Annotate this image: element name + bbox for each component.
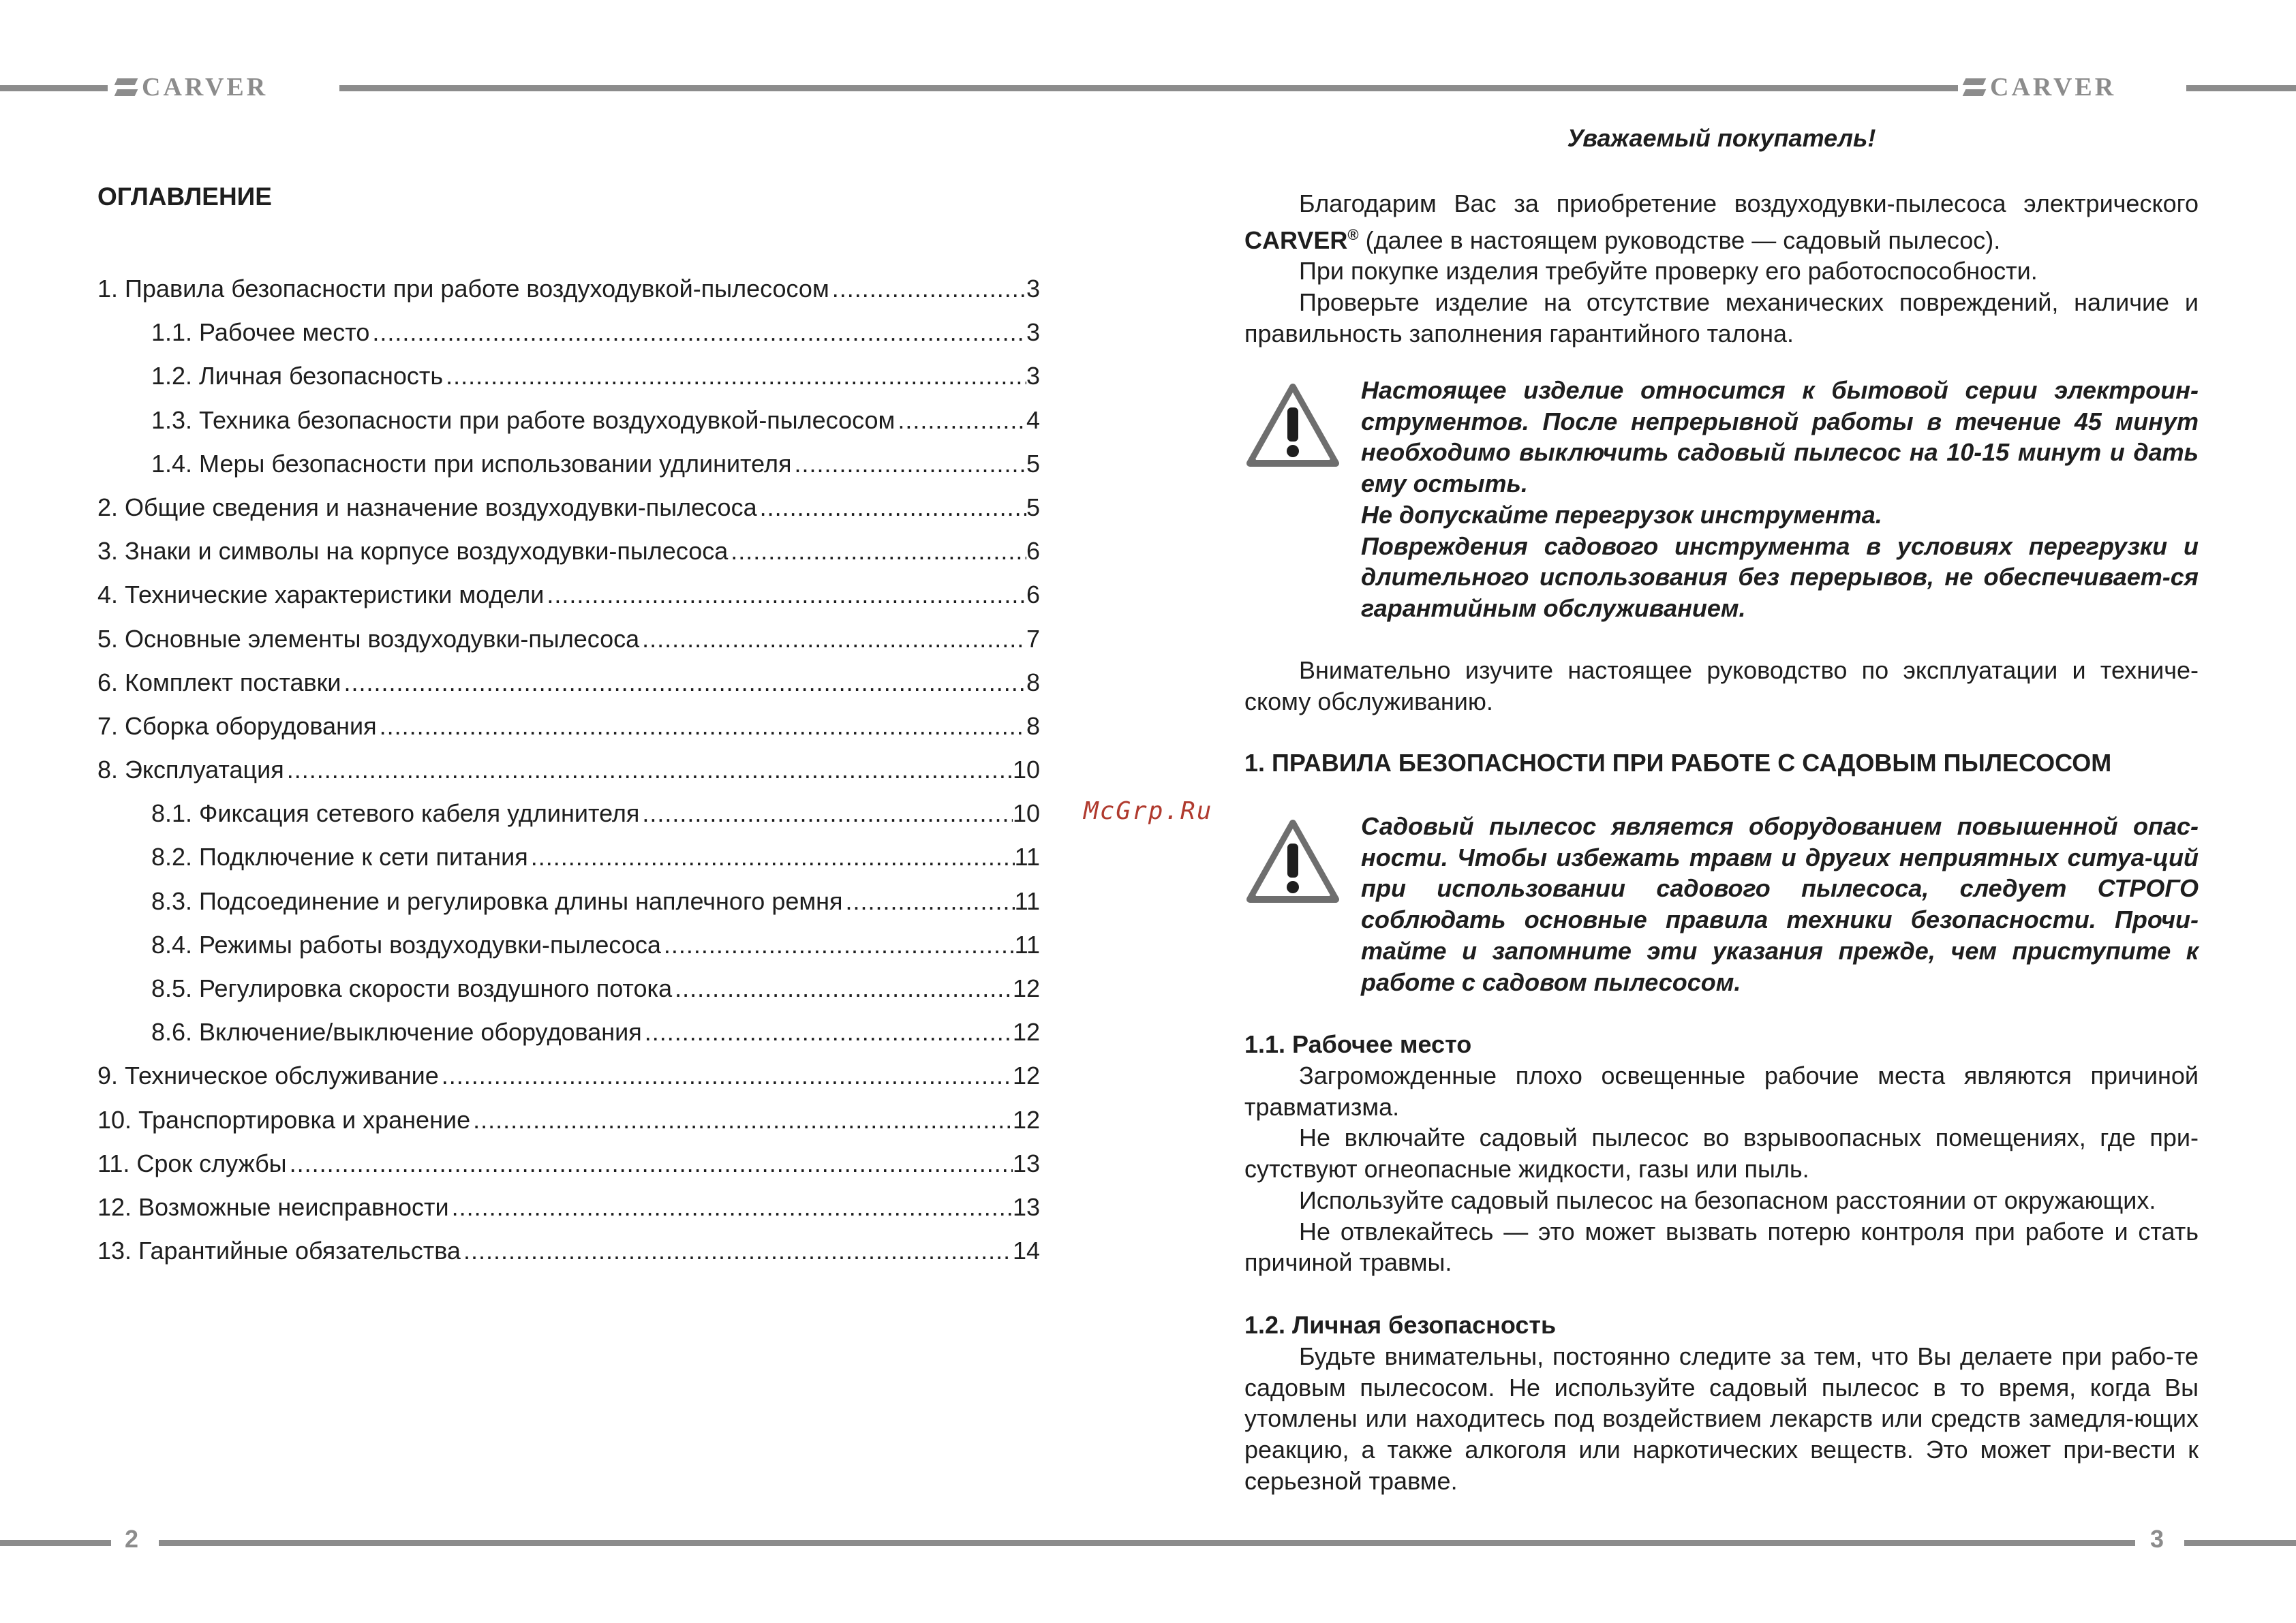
- footer-rule-middle: [159, 1540, 2135, 1546]
- logo-text-left: CARVER: [142, 73, 269, 102]
- toc-leader-dots: [380, 705, 1026, 748]
- carver-logo-icon: [116, 77, 136, 97]
- toc-entry-page: 11: [1014, 930, 1040, 959]
- toc-entry: [97, 573, 1040, 617]
- toc-entry-label: 13. Гарантийные обязательства: [97, 1237, 461, 1265]
- toc-leader-dots: [794, 442, 1026, 486]
- toc-entry-page: 13: [1012, 1192, 1040, 1221]
- toc-entry: [97, 705, 1040, 748]
- toc-entry-label: 1.3. Техника безопасности при работе воздуходувкой-пылесосом: [151, 405, 896, 434]
- toc-leader-dots: [372, 311, 1026, 354]
- toc-entry-page: 5: [1026, 449, 1040, 478]
- toc-leader-dots: [344, 661, 1026, 705]
- toc-entry-label: 7. Сборка оборудования: [97, 711, 377, 740]
- toc-leader-dots: [898, 399, 1026, 442]
- greeting: Уважаемый покупатель!: [1567, 124, 1876, 152]
- s11-paragraph-1: Загроможденные плохо освещенные рабочие места являются причиной травматизма.: [1244, 1062, 2199, 1121]
- toc-entry-label: 8.4. Режимы работы воздуходувки-пылесоса: [151, 930, 661, 959]
- toc-entry-label: 1.1. Рабочее место: [151, 318, 370, 347]
- toc-entry: [97, 267, 1040, 311]
- toc-entry-label: 8.1. Фиксация сетевого кабеля удлинителя: [151, 799, 640, 828]
- toc-leader-dots: [846, 880, 1015, 923]
- toc-entry-page: 6: [1026, 537, 1040, 566]
- toc-entry-page: 8: [1026, 711, 1040, 740]
- toc-entry: [97, 792, 1040, 835]
- warning-1-paragraph-2: Не допускайте перегрузок инструмента.: [1361, 500, 1882, 529]
- toc-entry: [97, 1186, 1040, 1229]
- toc-entry-page: 10: [1012, 756, 1040, 784]
- toc-leader-dots: [442, 1054, 1013, 1098]
- toc-leader-dots: [832, 267, 1026, 311]
- toc-entry: [97, 311, 1040, 354]
- s12-paragraph-1: Будьте внимательны, постоянно следите за тем, что Вы делаете при рабо-те садовым пылесосом. Не используйте садовый пылесос в то время, когда Вы утомлены или находитесь под воздействием лекарств или средств замедля-ющих реакцию, а также алкоголя или наркотических веществ. Это может при-вести к серьезной травме.: [1244, 1342, 2199, 1495]
- toc-entry-label: 8. Эксплуатация: [97, 756, 284, 784]
- carver-logo-icon: [1964, 77, 1985, 97]
- toc-entry-label: 8.6. Включение/выключение оборудования: [151, 1018, 642, 1047]
- toc-leader-dots: [547, 573, 1026, 617]
- toc-entry: [97, 486, 1040, 529]
- toc-entry: [97, 880, 1040, 923]
- intro-paragraph-1: Благодарим Вас за приобретение воздуходувки-пылесоса электрического CARVER® (далее в настоящем руководстве — садовый пылесос).: [1244, 189, 2199, 254]
- toc-leader-dots: [760, 486, 1026, 529]
- s11-paragraph-2: Не включайте садовый пылесос во взрывоопасных помещениях, где при-сутствуют огнеопасные жидкости, газы или пыль.: [1244, 1124, 2199, 1184]
- toc-entry-page: 10: [1012, 799, 1040, 828]
- header-rule-right: [2186, 85, 2296, 91]
- toc-entry-label: 6. Комплект поставки: [97, 668, 341, 696]
- toc-entry-label: 12. Возможные неисправности: [97, 1192, 449, 1221]
- toc-leader-dots: [287, 748, 1013, 792]
- toc-leader-dots: [531, 835, 1015, 879]
- s11-paragraph-3: Используйте садовый пылесос на безопасном расстоянии от окружающих.: [1299, 1186, 2156, 1214]
- study-paragraph: Внимательно изучите настоящее руководство по эксплуатации и техниче-скому обслуживанию.: [1244, 656, 2199, 715]
- toc-entry: [97, 399, 1040, 442]
- warning-1-paragraph-1: Настоящее изделие относится к бытовой серии электроин-струментов. После непрерывной работы в течение 45 минут необходимо выключить садовый пылесос на 10-15 минут и дать ему остыть.: [1361, 376, 2199, 498]
- toc-entry: [97, 617, 1040, 661]
- section-1-2-body: [1244, 1341, 2199, 1497]
- toc-leader-dots: [473, 1098, 1013, 1142]
- toc-entry-label: 11. Срок службы: [97, 1149, 287, 1177]
- toc-leader-dots: [452, 1186, 1013, 1229]
- toc-entry-page: 13: [1012, 1149, 1040, 1177]
- toc-entry-label: 3. Знаки и символы на корпусе воздуходувки-пылесоса: [97, 537, 729, 566]
- toc-entry-label: 8.3. Подсоединение и регулировка длины наплечного ремня: [151, 886, 843, 915]
- carver-logo-left: [116, 74, 268, 101]
- header-rule-left-1: [0, 85, 108, 91]
- toc-entry-label: 4. Технические характеристики модели: [97, 581, 545, 609]
- toc-entry: [97, 835, 1040, 879]
- footer-rule-left: [0, 1540, 111, 1546]
- intro-paragraph-2: При покупке изделия требуйте проверку его работоспособности.: [1299, 257, 2038, 285]
- warning-1-paragraph-3: Повреждения садового инструмента в условиях перегрузки и длительного использования без перерывов, не обеспечивает-ся гарантийным обслуживанием.: [1361, 531, 2199, 622]
- toc-entry-page: 3: [1026, 362, 1040, 390]
- toc-leader-dots: [463, 1229, 1013, 1273]
- toc-entry-page: 11: [1014, 886, 1040, 915]
- toc-entry-label: 2. Общие сведения и назначение воздуходувки-пылесоса: [97, 493, 757, 521]
- intro-block: [1244, 188, 2199, 350]
- logo-text-right: CARVER: [1990, 73, 2117, 102]
- toc-leader-dots: [446, 354, 1026, 398]
- toc-entry: [97, 1010, 1040, 1054]
- toc-entry-page: 14: [1012, 1237, 1040, 1265]
- section-1-2-title: 1.2. Личная безопасность: [1244, 1311, 1557, 1339]
- page-number-left: 2: [125, 1525, 139, 1553]
- page-number-right: 3: [2150, 1525, 2164, 1553]
- toc-leader-dots: [642, 617, 1026, 661]
- toc-entry: [97, 1098, 1040, 1142]
- toc-entry-page: 12: [1012, 1018, 1040, 1047]
- intro-paragraph-3: Проверьте изделие на отсутствие механических повреждений, наличие и правильность заполнения гарантийного талона.: [1244, 288, 2199, 347]
- watermark: McGrp.Ru: [1084, 797, 1213, 825]
- toc-entry: [97, 354, 1040, 398]
- toc-entry-page: 12: [1012, 974, 1040, 1002]
- toc-entry: [97, 1054, 1040, 1098]
- warning-triangle-icon: [1244, 382, 1341, 470]
- toc-entry-page: 6: [1026, 581, 1040, 609]
- toc-leader-dots: [645, 1010, 1013, 1054]
- toc-entry-page: 7: [1026, 624, 1040, 653]
- header-rule-left-2: [339, 85, 1958, 91]
- toc-entry-label: 8.5. Регулировка скорости воздушного потока: [151, 974, 673, 1002]
- warning-block-2: [1361, 811, 2199, 998]
- toc-entry: [97, 661, 1040, 705]
- toc-leader-dots: [675, 967, 1013, 1010]
- toc-entry: [97, 967, 1040, 1010]
- toc-entry-page: 3: [1026, 275, 1040, 303]
- toc-title: ОГЛАВЛЕНИЕ: [97, 183, 272, 211]
- section-1-1-title: 1.1. Рабочее место: [1244, 1030, 1472, 1058]
- toc-entry: [97, 1142, 1040, 1186]
- section-1-1-body: [1244, 1060, 2199, 1278]
- footer-rule-right: [2184, 1540, 2296, 1546]
- toc-entry-page: 5: [1026, 493, 1040, 521]
- brand-name: CARVER: [1244, 226, 1348, 254]
- toc-entry-page: 12: [1012, 1062, 1040, 1090]
- section-1-title: 1. ПРАВИЛА БЕЗОПАСНОСТИ ПРИ РАБОТЕ С САДОВЫМ ПЫЛЕСОСОМ: [1244, 749, 2112, 777]
- warning-block-1: [1361, 375, 2199, 624]
- toc-entry-label: 10. Транспортировка и хранение: [97, 1105, 471, 1134]
- toc-entry-page: 4: [1026, 405, 1040, 434]
- toc-entry-label: 9. Техническое обслуживание: [97, 1062, 439, 1090]
- carver-logo-right: [1964, 74, 2116, 101]
- toc-entry-page: 12: [1012, 1105, 1040, 1134]
- warning-triangle-icon: [1244, 818, 1341, 906]
- warning-2-paragraph: Садовый пылесос является оборудованием повышенной опас-ности. Чтобы избежать травм и других неприятных ситуа-ций при использовании садового пылесоса, следует СТРОГО соблюдать основные правила техники безопасности. Прочи-тайте и запомните эти указания прежде, чем приступите к работе с садовом пылесосом.: [1361, 812, 2199, 996]
- toc-leader-dots: [664, 923, 1015, 967]
- toc-entry: [97, 748, 1040, 792]
- toc-entry: [97, 529, 1040, 573]
- toc-entry: [97, 923, 1040, 967]
- toc-entry: [97, 1229, 1040, 1273]
- toc-entry-page: 11: [1014, 843, 1040, 871]
- s11-paragraph-4: Не отвлекайтесь — это может вызвать потерю контроля при работе и стать причиной травмы.: [1244, 1217, 2199, 1277]
- toc-leader-dots: [642, 792, 1013, 835]
- toc-entry-label: 1. Правила безопасности при работе воздуходувкой-пылесосом: [97, 275, 829, 303]
- toc-leader-dots: [290, 1142, 1013, 1186]
- toc-leader-dots: [731, 529, 1026, 573]
- toc-entry-label: 1.2. Личная безопасность: [151, 362, 444, 390]
- toc-entry-label: 8.2. Подключение к сети питания: [151, 843, 528, 871]
- toc-entry-label: 5. Основные элементы воздуходувки-пылесоса: [97, 624, 640, 653]
- toc-entry-page: 8: [1026, 668, 1040, 696]
- toc-entry-page: 3: [1026, 318, 1040, 347]
- study-block: [1244, 655, 2199, 717]
- toc-entry: [97, 442, 1040, 486]
- table-of-contents: [97, 267, 1040, 1273]
- toc-entry-label: 1.4. Меры безопасности при использовании удлинителя: [151, 449, 792, 478]
